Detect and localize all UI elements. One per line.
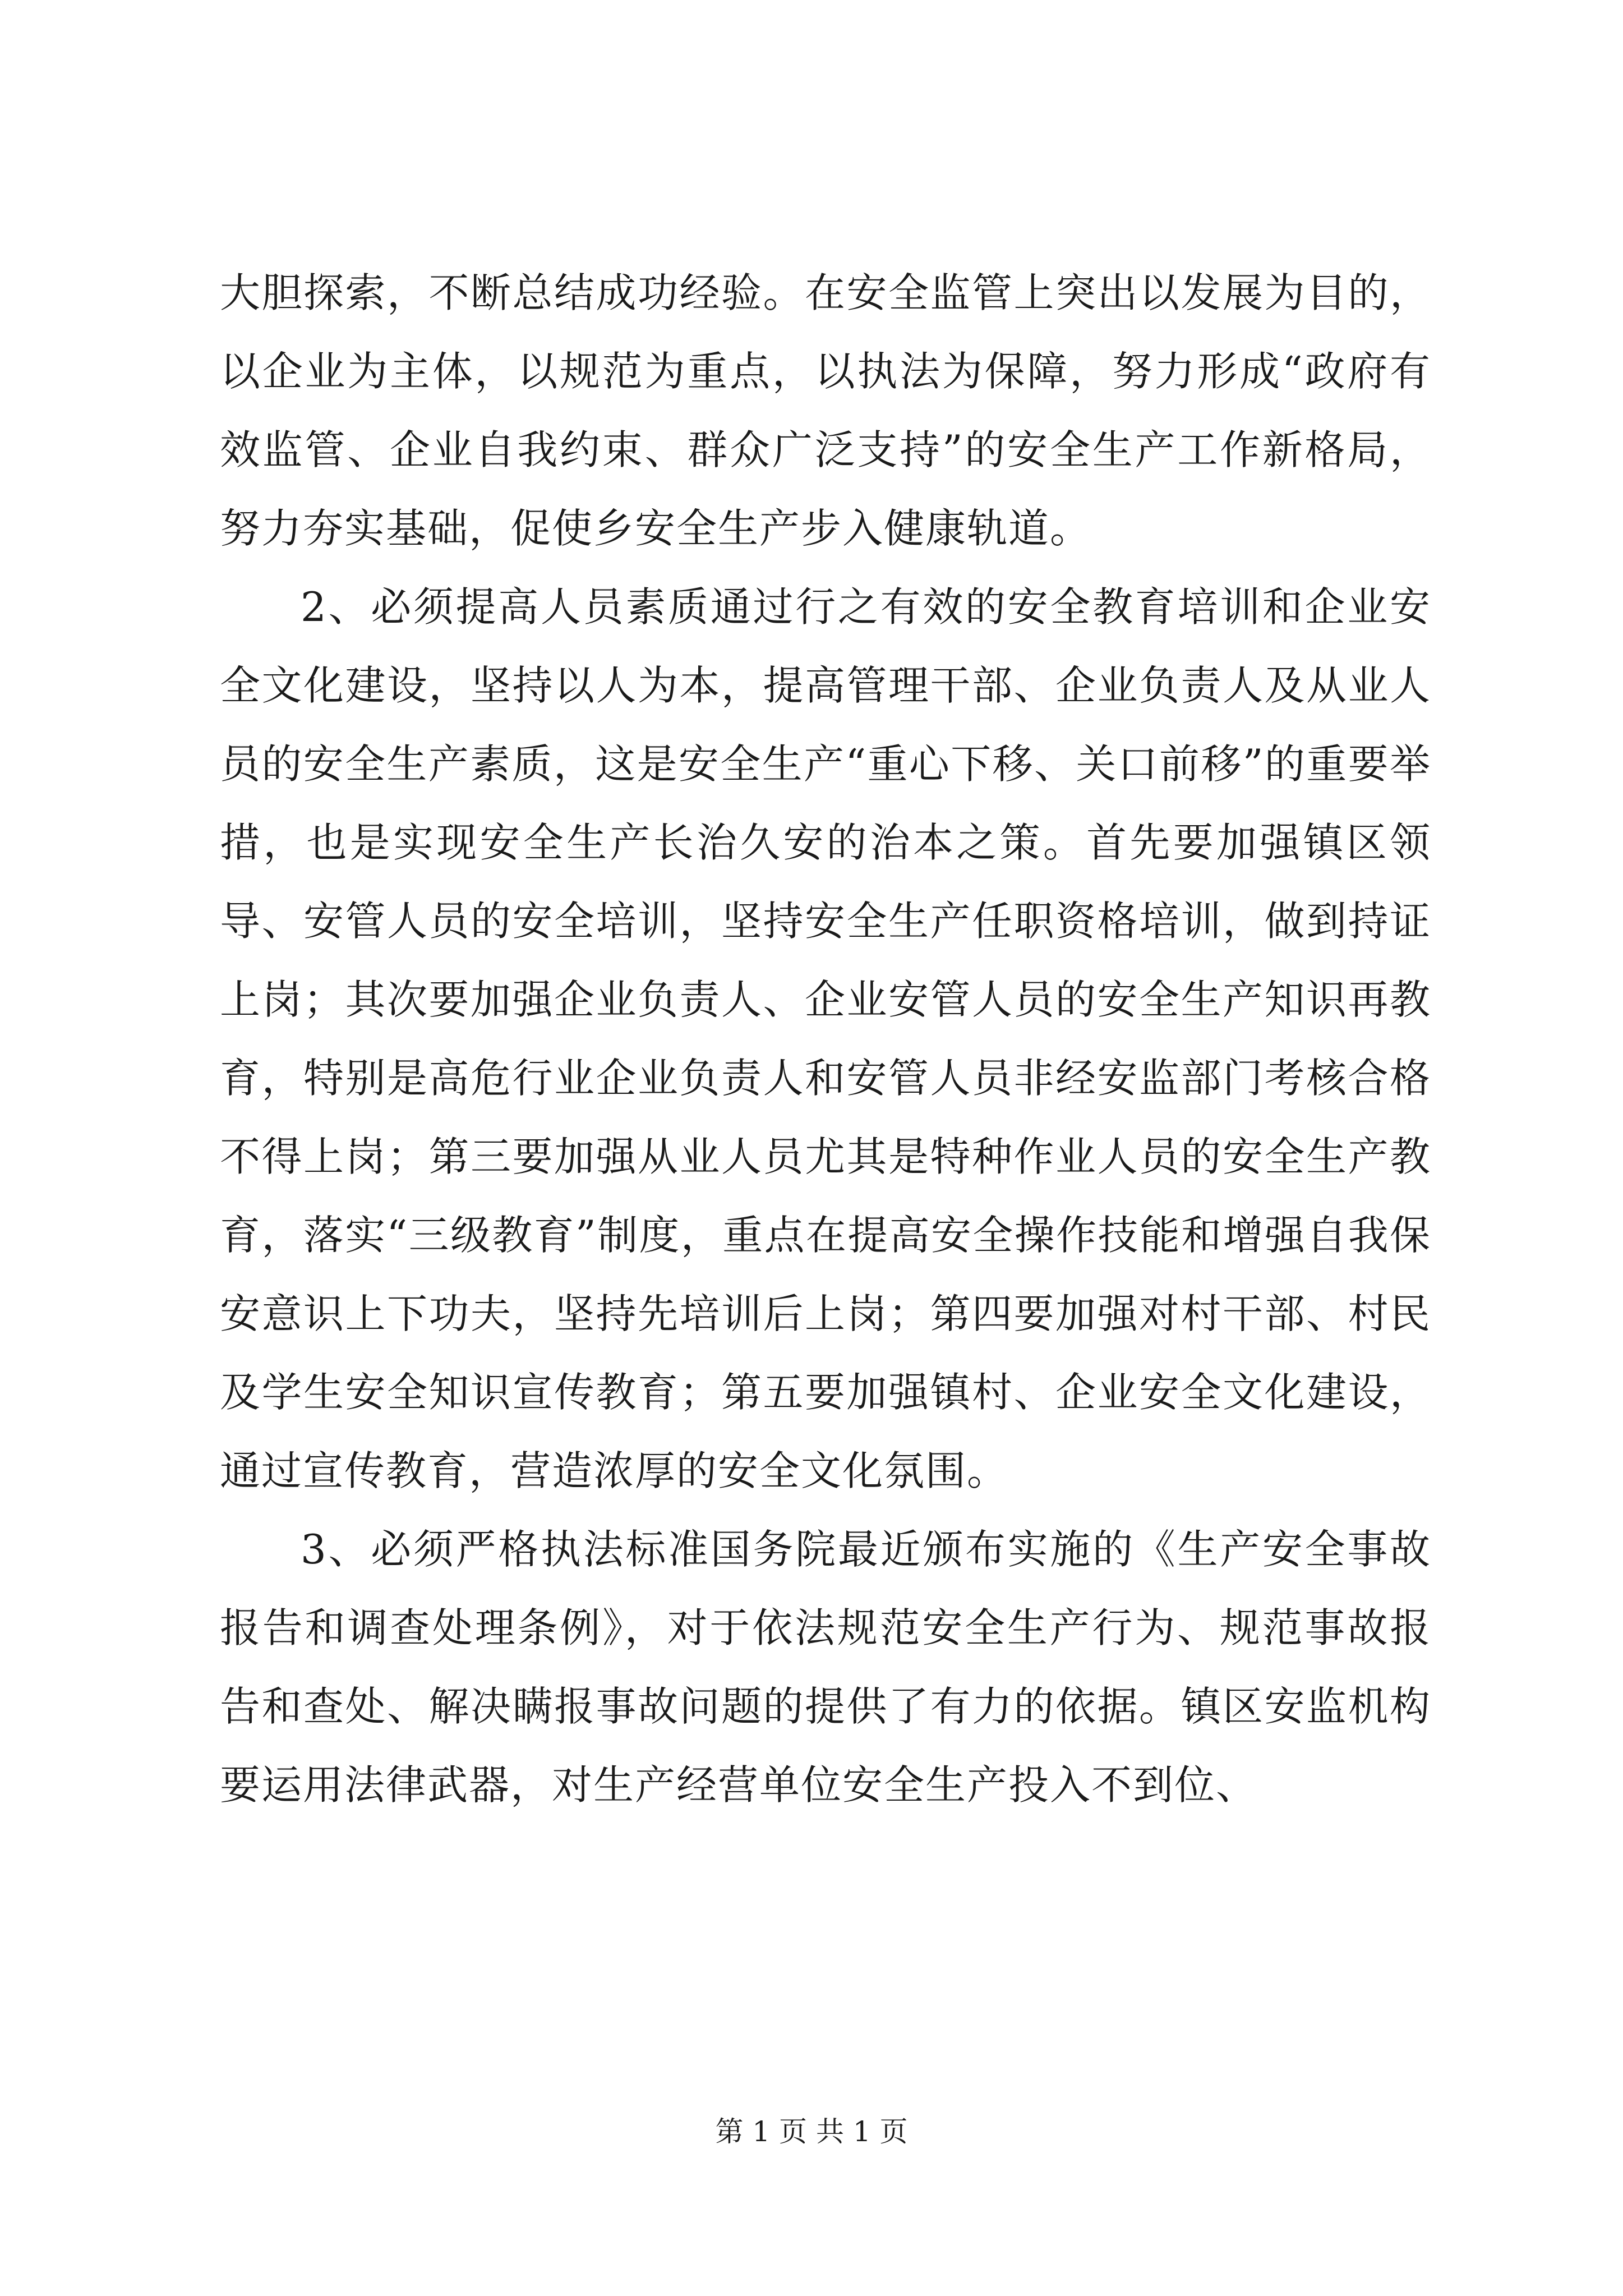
paragraph-3: 3、必须严格执法标准国务院最近颁布实施的《生产安全事故报告和调查处理条例》，对于依法规范安全生产行为、规范事故报告和查处、解决瞒报事故问题的提供了有力的依据。镇区安监机构要运用法律武器，对生产经营单位安全生产投入不到位、 [220,1526,1431,1809]
paragraph-2: 2、必须提高人员素质通过行之有效的安全教育培训和企业安全文化建设，坚持以人为本，提高管理干部、企业负责人及从业人员的安全生产素质，这是安全生产“重心下移、关口前移”的重要举措，也是实现安全生产长治久安的治本之策。首先要加强镇区领导、安管人员的安全培训，坚持安全生产任职资格培训，做到持证上岗；其次要加强企业负责人、企业安管人员的安全生产知识再教育，特别是高危行业企业负责人和安管人员非经安监部门考核合格不得上岗；第三要加强从业人员尤其是特种作业人员的安全生产教育，落实“三级教育”制度，重点在提高安全操作技能和增强自我保安意识上下功夫，坚持先培训后上岗；第四要加强对村干部、村民及学生安全知识宣传教育；第五要加强镇村、企业安全文化建设，通过宣传教育，营造浓厚的安全文化氛围。 [220,583,1431,1494]
document-body [220,254,1431,1824]
page-footer [0,2109,1623,2150]
page-number-label: 第 1 页 共 1 页 [715,2115,908,2148]
paragraph-1: 大胆探索，不断总结成功经验。在安全监管上突出以发展为目的，以企业为主体，以规范为重点，以执法为保障，努力形成“政府有效监管、企业自我约束、群众广泛支持”的安全生产工作新格局，努力夯实基础，促使乡安全生产步入健康轨道。 [220,269,1431,552]
